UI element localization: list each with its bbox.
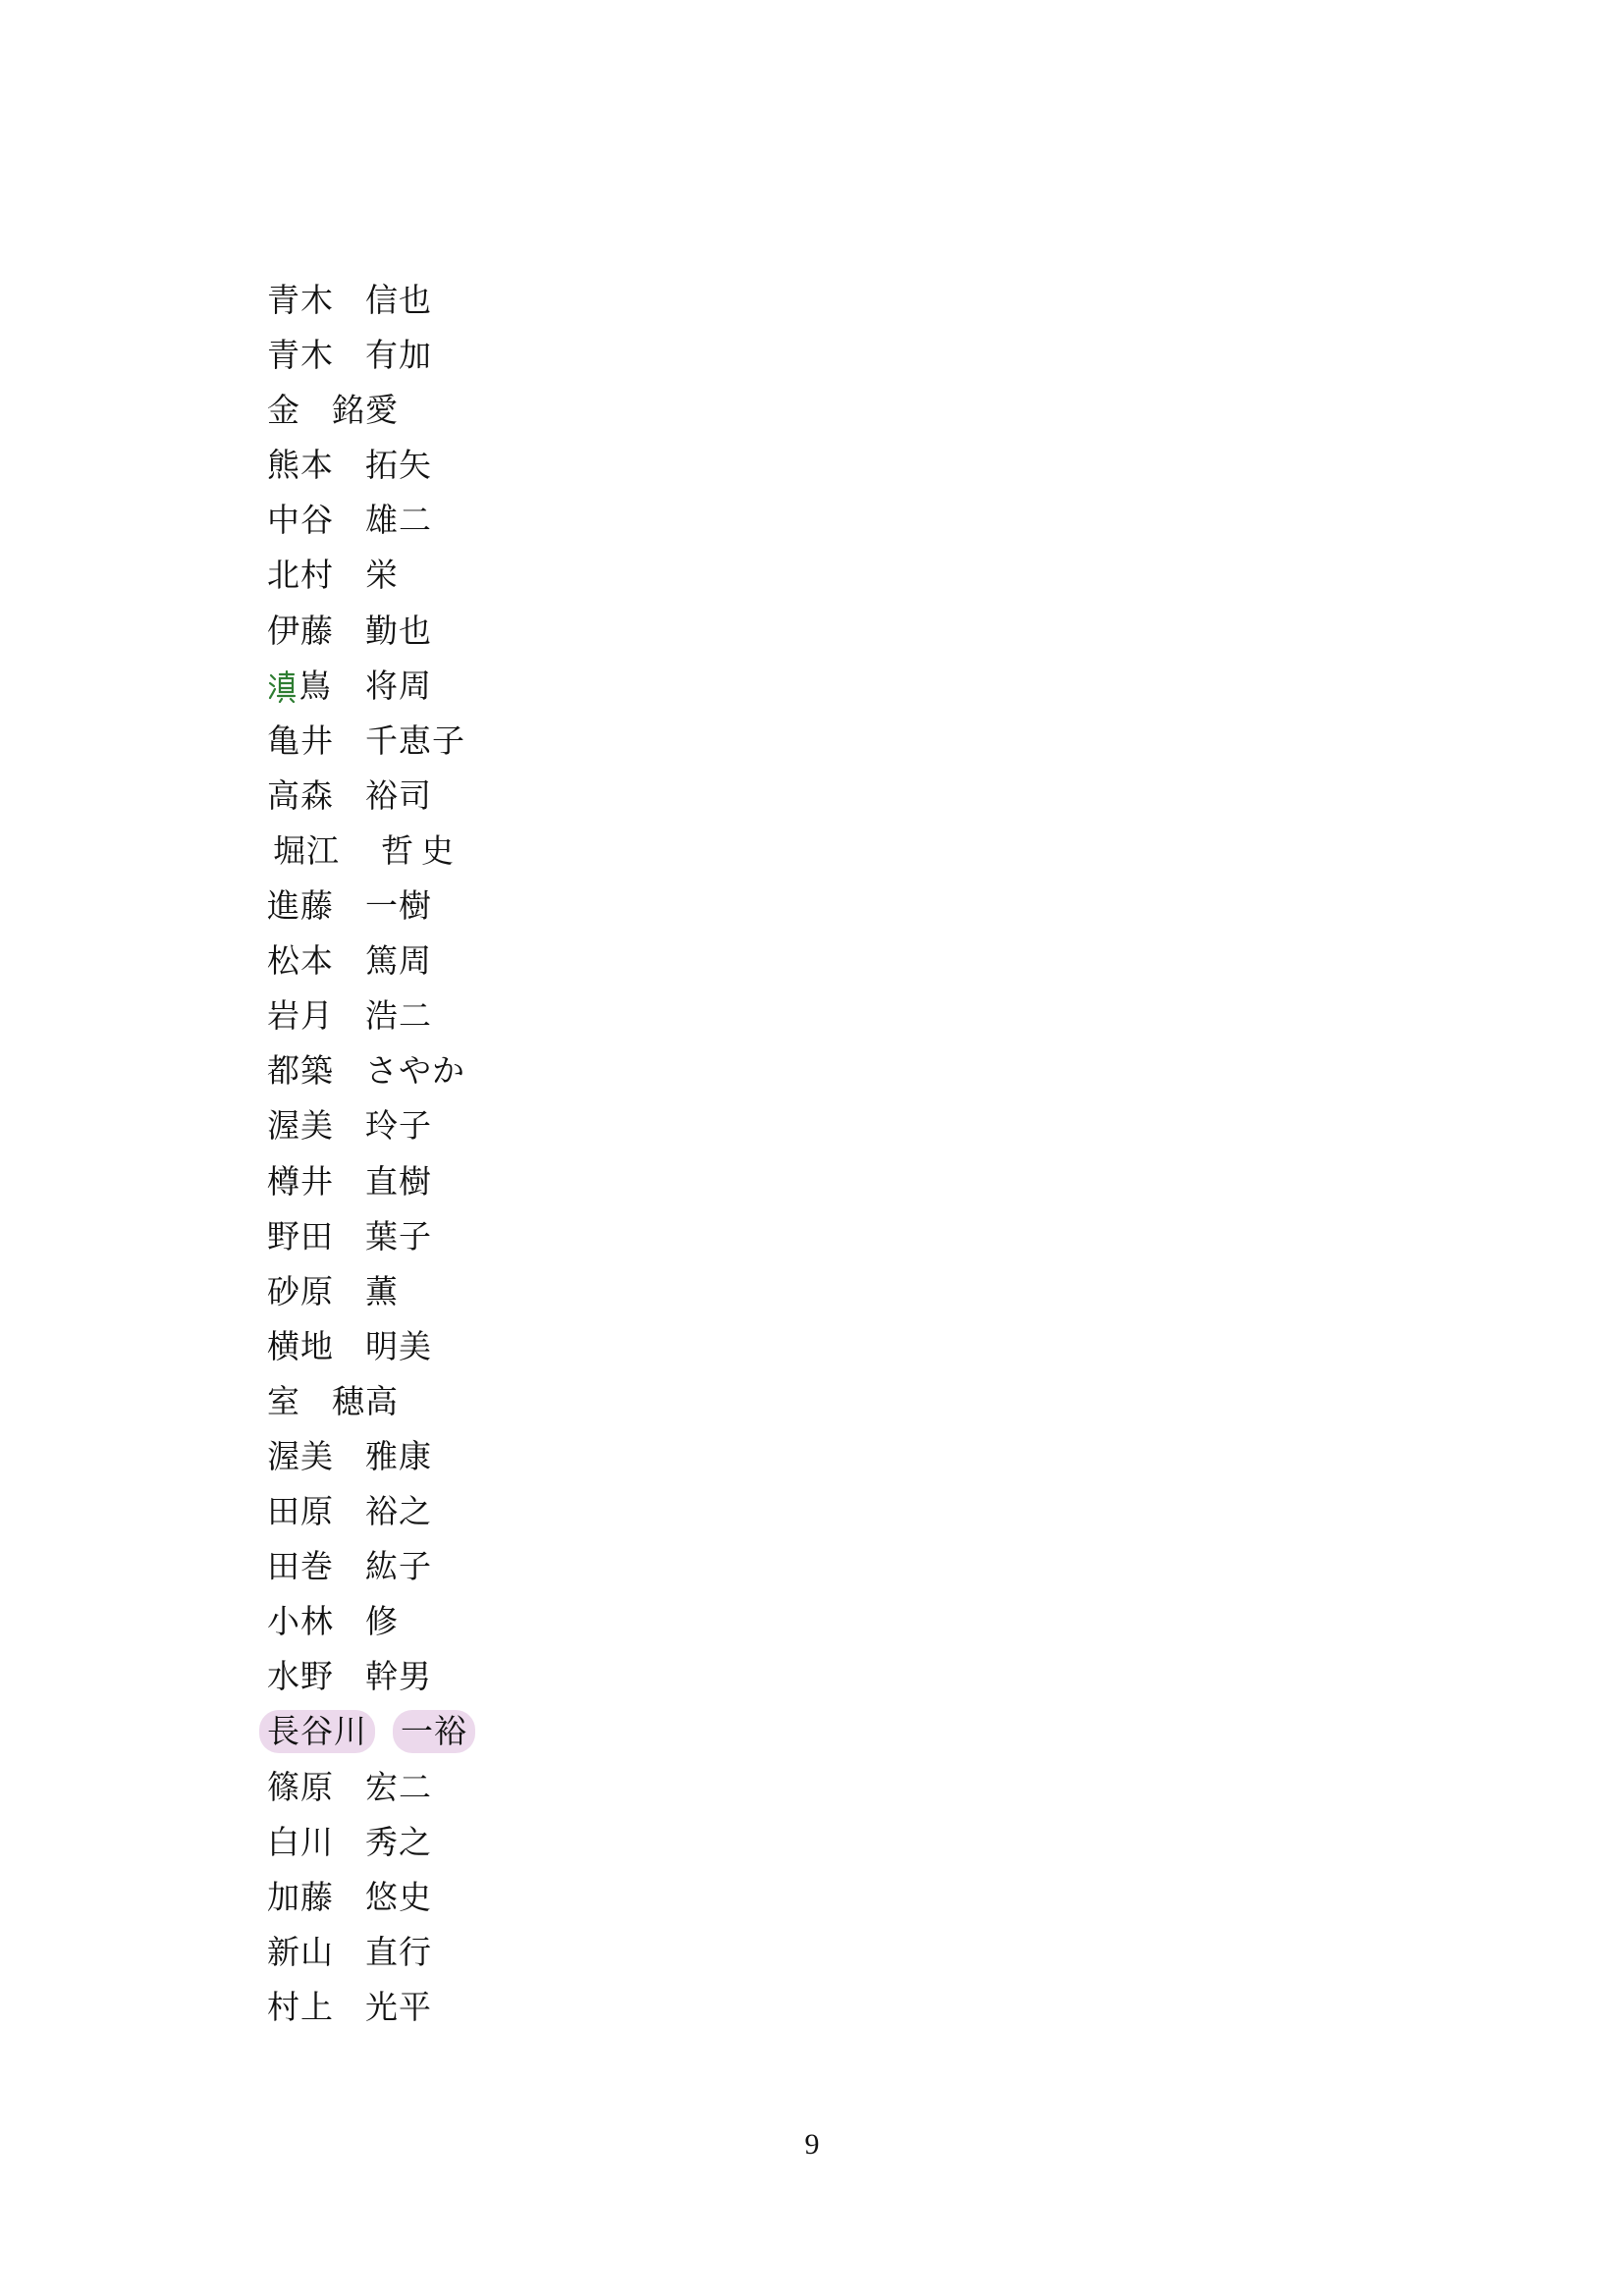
name-list xyxy=(267,273,475,2035)
surname: 加藤 xyxy=(267,1877,334,1916)
surname-with-glyph xyxy=(267,659,365,714)
given-name: 篤周 xyxy=(365,941,432,981)
surname: 高森 xyxy=(267,775,334,815)
name-row xyxy=(267,604,475,659)
given-name-highlighted: 一裕 xyxy=(393,1710,475,1753)
surname: 白川 xyxy=(267,1822,334,1861)
surname: 横地 xyxy=(267,1326,334,1365)
surname: 渥美 xyxy=(267,1106,334,1146)
surname: 水野 xyxy=(267,1657,334,1696)
surname-highlighted: 長谷川 xyxy=(259,1710,375,1753)
given-name: 幹男 xyxy=(365,1657,432,1696)
given-name: 千恵子 xyxy=(365,721,465,760)
given-name: 哲史 xyxy=(381,830,461,870)
given-name: 一樹 xyxy=(365,886,432,926)
name-row xyxy=(267,438,475,493)
surname: 北村 xyxy=(267,556,334,595)
name-row xyxy=(267,1264,475,1319)
given-name: 修 xyxy=(365,1602,399,1641)
given-name: 栄 xyxy=(365,556,399,595)
given-name: 拓矢 xyxy=(365,446,432,485)
given-name: 信也 xyxy=(365,281,432,319)
given-name: 直樹 xyxy=(365,1161,432,1201)
name-row xyxy=(267,1154,475,1209)
surname-text: 嶌 xyxy=(298,666,332,705)
name-row xyxy=(267,1043,475,1098)
name-row xyxy=(267,1484,475,1539)
surname: 青木 xyxy=(267,336,334,375)
name-row xyxy=(267,1760,475,1815)
surname: 小林 xyxy=(267,1602,334,1641)
surname: 砂原 xyxy=(267,1271,334,1310)
given-name: さやか xyxy=(365,1051,465,1091)
name-row xyxy=(267,493,475,548)
given-name: 有加 xyxy=(365,336,432,375)
name-row xyxy=(267,1925,475,1980)
given-name: 明美 xyxy=(365,1326,432,1365)
surname: 村上 xyxy=(267,1987,334,2026)
surname: 渥美 xyxy=(267,1436,334,1475)
given-name: 雄二 xyxy=(365,501,432,540)
given-name: 裕之 xyxy=(365,1492,432,1531)
name-row xyxy=(267,879,475,934)
name-row xyxy=(267,1429,475,1484)
given-name: 光平 xyxy=(365,1987,432,2026)
name-row xyxy=(267,1374,475,1429)
given-name: 葉子 xyxy=(365,1216,432,1255)
surname: 樽井 xyxy=(267,1161,334,1201)
name-row-highlighted xyxy=(267,1704,475,1759)
given-name: 宏二 xyxy=(365,1767,432,1806)
name-row xyxy=(267,548,475,603)
given-name: 秀之 xyxy=(365,1822,432,1861)
name-row xyxy=(267,1098,475,1153)
green-kanji-glyph-icon xyxy=(267,669,297,703)
surname: 伊藤 xyxy=(267,611,334,650)
surname: 篠原 xyxy=(267,1767,334,1806)
surname: 新山 xyxy=(267,1932,334,1971)
given-name: 直行 xyxy=(365,1932,432,1971)
name-row xyxy=(267,1649,475,1704)
name-row xyxy=(267,273,475,328)
surname: 中谷 xyxy=(267,501,334,540)
name-row xyxy=(267,1815,475,1870)
name-row xyxy=(267,383,475,438)
surname: 進藤 xyxy=(267,886,334,926)
given-name: 浩二 xyxy=(365,996,432,1036)
surname: 熊本 xyxy=(267,446,334,485)
name-row xyxy=(267,824,475,879)
name-row xyxy=(267,934,475,988)
surname: 室 xyxy=(267,1381,300,1420)
page-number: 9 xyxy=(804,2128,820,2161)
surname: 金 xyxy=(267,391,300,430)
name-row xyxy=(267,988,475,1043)
given-name: 玲子 xyxy=(365,1106,432,1146)
name-row xyxy=(267,769,475,824)
surname: 都築 xyxy=(267,1051,334,1091)
given-name: 将周 xyxy=(365,666,432,705)
surname: 田巻 xyxy=(267,1547,334,1586)
name-row xyxy=(267,659,475,714)
given-name: 穂高 xyxy=(332,1381,399,1420)
name-row xyxy=(267,1870,475,1925)
given-name: 銘愛 xyxy=(332,391,399,430)
surname: 青木 xyxy=(267,281,334,319)
given-name: 勤也 xyxy=(365,611,432,650)
name-row xyxy=(267,328,475,383)
given-name: 薫 xyxy=(365,1271,399,1310)
given-name: 雅康 xyxy=(365,1436,432,1475)
name-row xyxy=(267,714,475,769)
surname: 亀井 xyxy=(267,721,334,760)
given-name: 紘子 xyxy=(365,1547,432,1586)
surname: 田原 xyxy=(267,1492,334,1531)
surname: 松本 xyxy=(267,941,334,981)
name-row xyxy=(267,1980,475,2035)
name-row xyxy=(267,1594,475,1649)
surname: 堀江 xyxy=(273,830,340,870)
name-row xyxy=(267,1209,475,1264)
name-row xyxy=(267,1319,475,1374)
name-row xyxy=(267,1539,475,1594)
surname: 岩月 xyxy=(267,996,334,1036)
surname: 野田 xyxy=(267,1216,334,1255)
given-name: 裕司 xyxy=(365,775,432,815)
given-name: 悠史 xyxy=(365,1877,432,1916)
